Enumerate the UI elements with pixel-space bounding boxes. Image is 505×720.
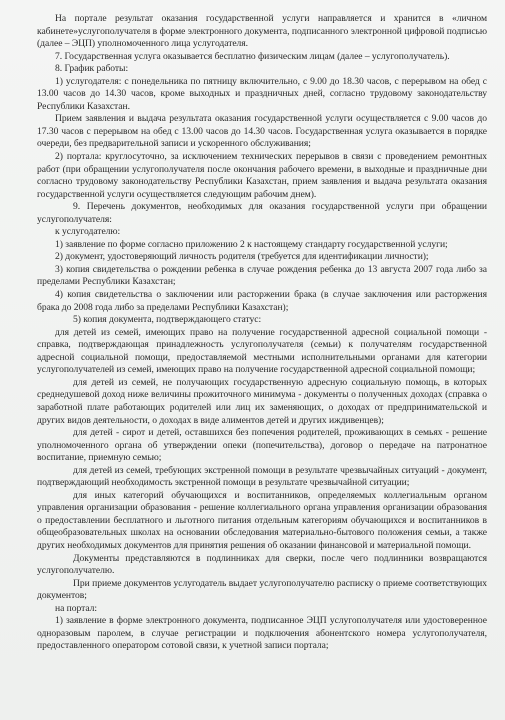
paragraph-status-orphans: для детей - сирот и детей, оставшихся без попечения родителей, проживающих в семьях - решение уполномоченного органа об утверждении опеки (попечительства), договор о передаче на патронатное воспитание, приемную семью;	[37, 427, 487, 464]
paragraph-reception-hours: Прием заявления и выдача результата оказания государственной услуги осуществляется с 9.00 часов до 17.30 часов с перерывом на обед с 13.00 часов до 14.30 часов. Государственная услуга оказывается в порядке очереди, без предварительной записи и ускоренного обслуживания;	[37, 113, 487, 150]
paragraph-doc-1: 1) заявление по форме согласно приложению 2 к настоящему стандарту государственной услуги;	[55, 238, 448, 250]
paragraph-doc-2: 2) документ, удостоверяющий личность родителя (требуется для идентификации личности);	[55, 251, 429, 263]
paragraph-status-social-aid: для детей из семей, имеющих право на получение государственной адресной социальной помощи - справка, подтверждающая принадлежность услугополучателя (семьи) к получателям государственной адресной социальной помощи, предоставляемой местными исполнительными органами для категории услугополучателей из семей, имеющих право на получение государственной адресной социальной помощи;	[37, 326, 487, 376]
paragraph-to-provider: к услугодателю:	[55, 226, 121, 238]
paragraph-item-7: 7. Государственная услуга оказывается бесплатно физическим лицам (далее – услугополучатель).	[55, 50, 450, 62]
paragraph-schedule-provider: 1) услугодателя: с понедельника по пятницу включительно, с 9.00 до 18.30 часов, с перерывом на обед с 13.00 часов до 14.30 часов, кроме выходных и праздничных дней, согласно трудовому законодательству Республики Казахстан.	[37, 75, 487, 112]
paragraph-item-8-heading: 8. График работы:	[55, 63, 129, 75]
paragraph-to-portal: на портал:	[55, 602, 97, 614]
paragraph-doc-3: 3) копия свидетельства о рождении ребенка в случае рождения ребенка до 13 августа 2007 года либо за пределами Республики Казахстан;	[37, 263, 487, 288]
paragraph-originals: Документы представляются в подлинниках для сверки, после чего подлинники возвращаются услугополучателю.	[37, 552, 487, 577]
paragraph-doc-5: 5) копия документа, подтверждающего статус:	[73, 314, 262, 326]
paragraph-schedule-portal: 2) портала: круглосуточно, за исключением технических перерывов в связи с проведением ремонтных работ (при обращении услугополучателя после окончания рабочего времени, в выходные и праздничные дни согласно трудовому законодательству Республики Казахстан, прием заявления и выдача результата оказания государственной услуги осуществляется следующим рабочим днем).	[37, 151, 487, 200]
paragraph-status-low-income: для детей из семей, не получающих государственную адресную социальную помощь, в которых среднедушевой доход ниже величины прожиточного минимума - документы о полученных доходах (справка о заработной плате работающих родителей или лиц их заменяющих, о доходах от предпринимательской и других видов деятельности, о доходах в виде алиментов детей и других иждивенцев);	[37, 376, 487, 426]
paragraph-portal-doc-1: 1) заявление в форме электронного документа, подписанное ЭЦП услугополучателя или удостоверенное одноразовым паролем, в случае регистрации и подключения абонентского номера услугополучателя, предоставленного оператором сотовой связи, к учетной записи портала;	[37, 615, 487, 652]
paragraph-item-9: 9. Перечень документов, необходимых для оказания государственной услуги при обращении услугополучателя:	[37, 201, 487, 225]
paragraph-status-emergency: для детей из семей, требующих экстренной помощи в результате чрезвычайных ситуаций - документ, подтверждающий необходимость экстренной помощи в результате чрезвычайной ситуации;	[37, 464, 487, 489]
paragraph-status-other: для иных категорий обучающихся и воспитанников, определяемых коллегиальным органом управления организации образования - решение коллегиального органа управления организации образования о предоставлении бесплатного и льготного питания отдельным категориям обучающихся и воспитанников в общеобразовательных школах на основании обследования материально-бытового положения семьи, а также других необходимых документов для принятия решения об оказании финансовой и материальной помощи.	[37, 489, 487, 551]
paragraph-portal-result: На портале результат оказания государственной услуги направляется и хранится в «личном кабинете»услугополучателя в форме электронного документа, подписанного электронной цифровой подписью (далее – ЭЦП) уполномоченного лица услугодателя.	[37, 13, 487, 50]
paragraph-doc-4: 4) копия свидетельства о заключении или расторжении брака (в случае заключения или расторжения брака до 2008 года либо за пределами Республики Казахстан);	[37, 289, 487, 313]
paragraph-receipt: При приеме документов услугодатель выдает услугополучателю расписку о приеме соответствующих документов;	[37, 577, 487, 602]
